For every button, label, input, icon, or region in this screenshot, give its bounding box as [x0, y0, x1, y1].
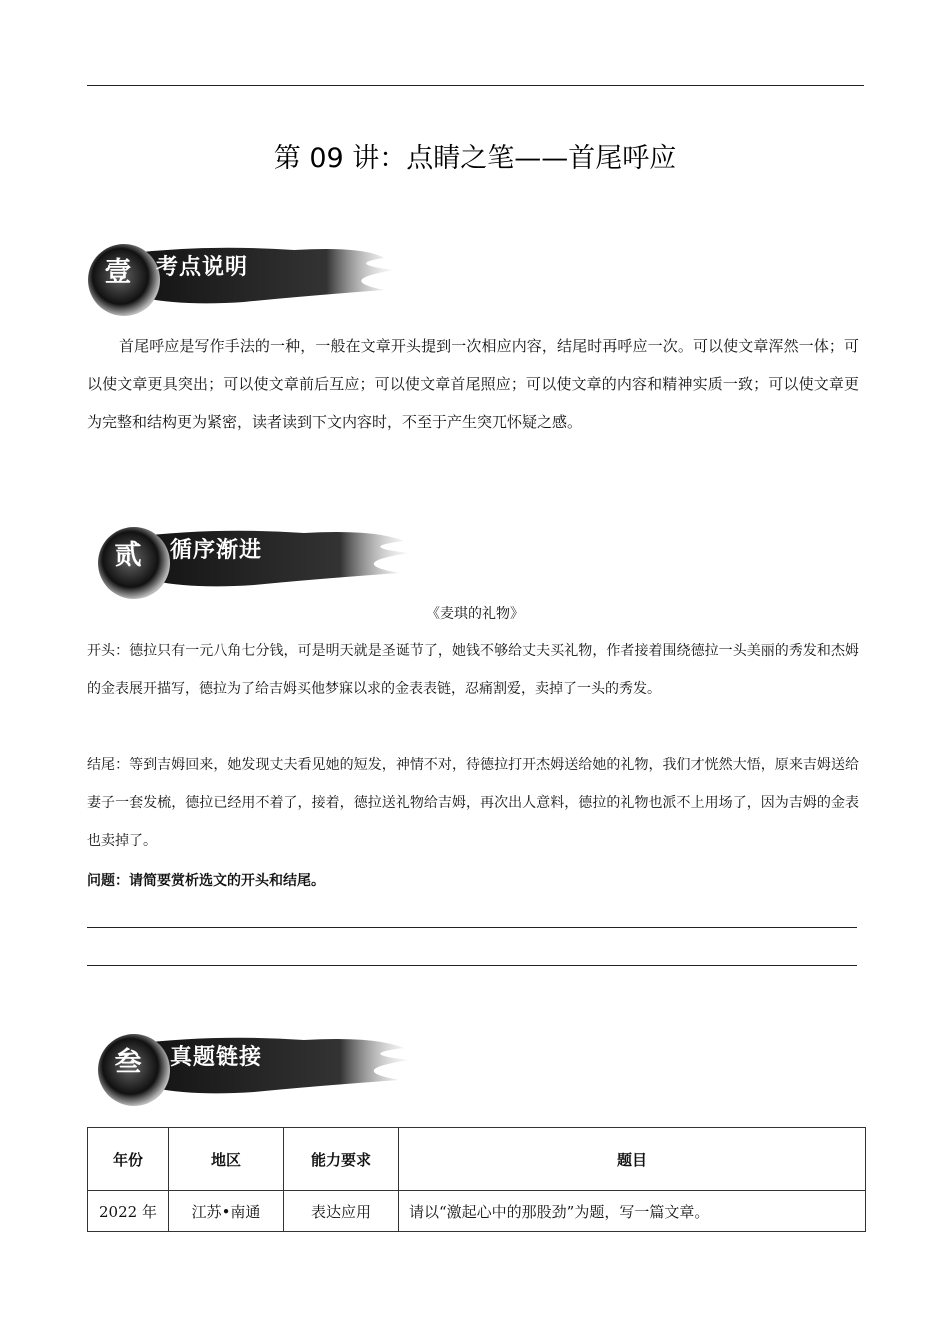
- answer-line: [87, 927, 857, 928]
- header-region: 地区: [169, 1128, 284, 1191]
- story-ending: 结尾：等到吉姆回来，她发现丈夫看见她的短发，神情不对，待德拉打开杰姆送给她的礼物，我们才恍然大悟，原来吉姆送给妻子一套发梳，德拉已经用不着了，接着，德拉送礼物给吉姆，再次出人意料，德拉的礼物也派不上用场了，因为吉姆的金表也卖掉了。: [87, 757, 859, 849]
- section-number: 贰: [114, 540, 142, 571]
- table-header-row: [88, 1128, 866, 1191]
- table-row: [88, 1191, 866, 1232]
- question-text: 问题：请简要赏析选文的开头和结尾。: [87, 873, 325, 889]
- answer-line: [87, 965, 857, 966]
- section-number: 壹: [104, 257, 132, 288]
- intro-paragraph: 首尾呼应是写作手法的一种，一般在文章开头提到一次相应内容，结尾时再呼应一次。可以使文章浑然一体；可以使文章更具突出；可以使文章前后互应；可以使文章首尾照应；可以使文章的内容和精神实质一致；可以使文章更为完整和结构更为紧密，读者读到下文内容时，不至于产生突兀怀疑之感。: [87, 337, 859, 431]
- section-label: 真题链接: [170, 1045, 263, 1070]
- section-banner-1: [84, 240, 424, 320]
- cell-year: 2022 年: [88, 1191, 169, 1232]
- header-rule: [87, 85, 864, 86]
- story-opening: 开头：德拉只有一元八角七分钱，可是明天就是圣诞节了，她钱不够给丈夫买礼物，作者接着围绕德拉一头美丽的秀发和杰姆的金表展开描写，德拉为了给吉姆买他梦寐以求的金表表链，忍痛割爱，卖掉了一头的秀发。: [87, 643, 859, 697]
- header-ability: 能力要求: [284, 1128, 399, 1191]
- section-label: 考点说明: [156, 255, 249, 280]
- story-title: 《麦琪的礼物》: [426, 606, 524, 622]
- header-topic: 题目: [399, 1128, 866, 1191]
- section-banner-2: [84, 523, 424, 603]
- cell-ability: 表达应用: [284, 1191, 399, 1232]
- section-banner-3: [84, 1030, 424, 1110]
- exam-table: [87, 1127, 866, 1232]
- cell-region: 江苏•南通: [169, 1191, 284, 1232]
- section-number: 叁: [114, 1047, 142, 1078]
- page-title: 第 09 讲：点睛之笔——首尾呼应: [273, 143, 677, 174]
- cell-topic: 请以“激起心中的那股劲”为题，写一篇文章。: [399, 1191, 866, 1232]
- section-label: 循序渐进: [170, 538, 263, 563]
- header-year: 年份: [88, 1128, 169, 1191]
